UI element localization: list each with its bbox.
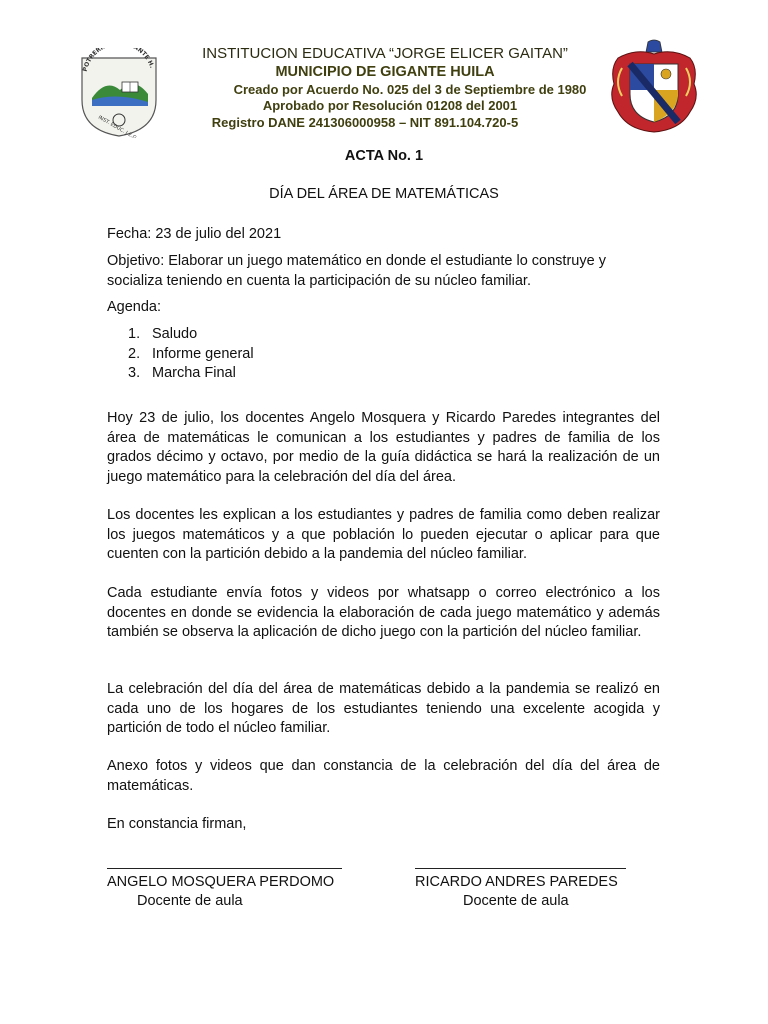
agenda-item-text: Informe general <box>152 345 254 362</box>
body-paragraph: Anexo fotos y videos que dan constancia de la celebración del día del área de matemáticas. <box>107 758 660 794</box>
agenda-item-text: Saludo <box>152 326 198 342</box>
document-title: ACTA No. 1 <box>344 148 424 164</box>
agenda-item <box>128 364 254 384</box>
creation-decree: Creado por Acuerdo No. 025 del 3 de Septiembre de 1980 <box>233 82 587 97</box>
signatory-role: Docente de aula <box>463 893 569 909</box>
objective-text: Objetivo: Elaborar un juego matemático en donde el estudiante lo construye y socializa teniendo en cuenta la participación de su núcleo familiar. <box>107 253 606 289</box>
agenda-item-number: 2. <box>128 345 141 362</box>
logo-left-bottom-text: INST. EDUC. J.E.G. <box>97 114 139 138</box>
agenda-item-number: 1. <box>128 326 141 342</box>
document-date: Fecha: 23 de julio del 2021 <box>107 226 282 242</box>
agenda-item-number: 3. <box>128 365 141 381</box>
registry-info: Registro DANE 241306000958 – NIT 891.104.720-5 <box>211 115 519 130</box>
agenda-item-text: Marcha Final <box>152 365 236 381</box>
agenda-item <box>128 325 254 345</box>
body-paragraph: Hoy 23 de julio, los docentes Angelo Mosquera y Ricardo Paredes integrantes del área de matemáticas le comunican a los estudiantes y padres de familia de los grados décimo y octavo, por medio de la guía didáctica se hará la realización de un juego matemático para la celebración del día del área. <box>107 410 660 485</box>
signature-line <box>107 868 342 869</box>
body-paragraph: La celebración del día del área de matemáticas debido a la pandemia se realizó en cada uno de los hogares de los estudiantes teniendo una excelente acogida y partición de todo el núcleo familiar. <box>107 681 660 736</box>
municipality-name: MUNICIPIO DE GIGANTE HUILA <box>275 64 495 80</box>
agenda-list <box>128 325 254 384</box>
signatory-name: RICARDO ANDRES PAREDES <box>415 874 618 890</box>
closing-text: En constancia firman, <box>107 816 247 832</box>
logo-left-top-text: POTRERI ANTE H. <box>81 48 156 73</box>
body-paragraph: Cada estudiante envía fotos y videos por whatsapp o correo electrónico a los docentes en donde se evidencia la elaboración de cada juego matemático y además también se observa la aplicación de dicho juego con la partición del núcleo familiar. <box>107 585 660 640</box>
document-subtitle: DÍA DEL ÁREA DE MATEMÁTICAS <box>269 186 499 202</box>
agenda-label: Agenda: <box>107 299 162 315</box>
signature-line <box>415 868 626 869</box>
approval-resolution: Aprobado por Resolución 01208 del 2001 <box>262 98 518 113</box>
agenda-item <box>128 345 254 365</box>
signatory-name: ANGELO MOSQUERA PERDOMO <box>107 874 335 890</box>
body-paragraph: Los docentes les explican a los estudiantes y padres de familia como deben realizar los juegos matemáticos y a que población lo pueden ejecutar o aplicar para que cuenten con la partición debido a la pandemia del núcleo familiar. <box>107 507 660 562</box>
signatory-role: Docente de aula <box>137 893 243 909</box>
institution-name: INSTITUCION EDUCATIVA “JORGE ELICER GAITAN” <box>202 45 568 62</box>
